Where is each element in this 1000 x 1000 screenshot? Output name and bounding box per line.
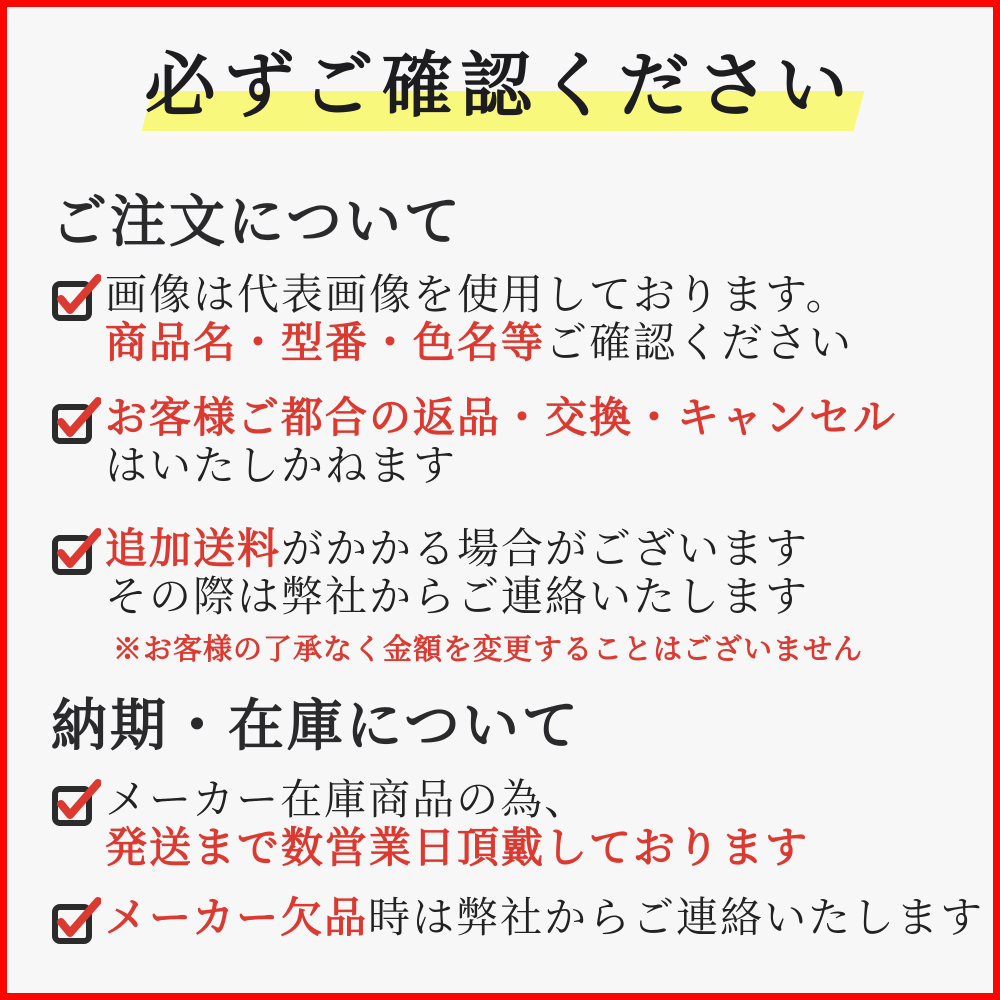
text-segment-red: お客様ご都合の返品・交換・キャンセル bbox=[105, 396, 898, 442]
list-item-maker-stock bbox=[51, 777, 809, 873]
text-segment: 画像は代表画像を使用しております。 bbox=[105, 273, 850, 319]
checked-checkbox-icon bbox=[51, 777, 101, 827]
checked-checkbox-icon bbox=[51, 526, 101, 576]
text-segment: 時は弊社からご連絡いたします bbox=[368, 896, 985, 942]
text-segment: はいたしかねます bbox=[105, 444, 458, 490]
checked-checkbox-icon bbox=[51, 895, 101, 945]
item-text-line bbox=[105, 395, 897, 443]
item-text-line bbox=[105, 825, 809, 873]
text-segment-red: 追加送料 bbox=[105, 527, 282, 573]
text-segment-red: 商品名・型番・色名等 bbox=[105, 321, 546, 367]
page-title: 必ずご確認ください bbox=[144, 48, 856, 126]
item-text-line bbox=[105, 895, 984, 943]
item-text-line bbox=[105, 272, 853, 320]
item-text-line bbox=[105, 526, 863, 574]
item-text-line bbox=[105, 574, 863, 622]
list-item-extra-shipping bbox=[51, 526, 863, 668]
item-text-line bbox=[105, 777, 809, 825]
text-segment: その際は弊社からご連絡いたします bbox=[105, 575, 810, 621]
item-note-line bbox=[105, 632, 863, 668]
title-banner bbox=[7, 7, 993, 157]
text-segment: メーカー在庫商品の為、 bbox=[105, 778, 589, 824]
item-text-line bbox=[105, 443, 897, 491]
checked-checkbox-icon bbox=[51, 272, 101, 322]
text-segment-note: ※お客様の了承なく金額を変更することはございません bbox=[113, 634, 864, 666]
list-item-maker-shortage bbox=[51, 895, 984, 945]
list-item-representative-image bbox=[51, 272, 853, 368]
text-segment-red: 発送まで数営業日頂戴しております bbox=[105, 826, 810, 872]
list-item-returns bbox=[51, 395, 897, 491]
text-segment: がかかる場合がございます bbox=[281, 527, 810, 573]
section-heading-order: ご注文について bbox=[51, 192, 463, 254]
section-heading-stock: 納期・在庫について bbox=[51, 696, 581, 758]
text-segment-red: メーカー欠品 bbox=[105, 896, 369, 942]
checked-checkbox-icon bbox=[51, 395, 101, 445]
text-segment: ご確認ください bbox=[545, 321, 854, 367]
item-text-line bbox=[105, 320, 853, 368]
